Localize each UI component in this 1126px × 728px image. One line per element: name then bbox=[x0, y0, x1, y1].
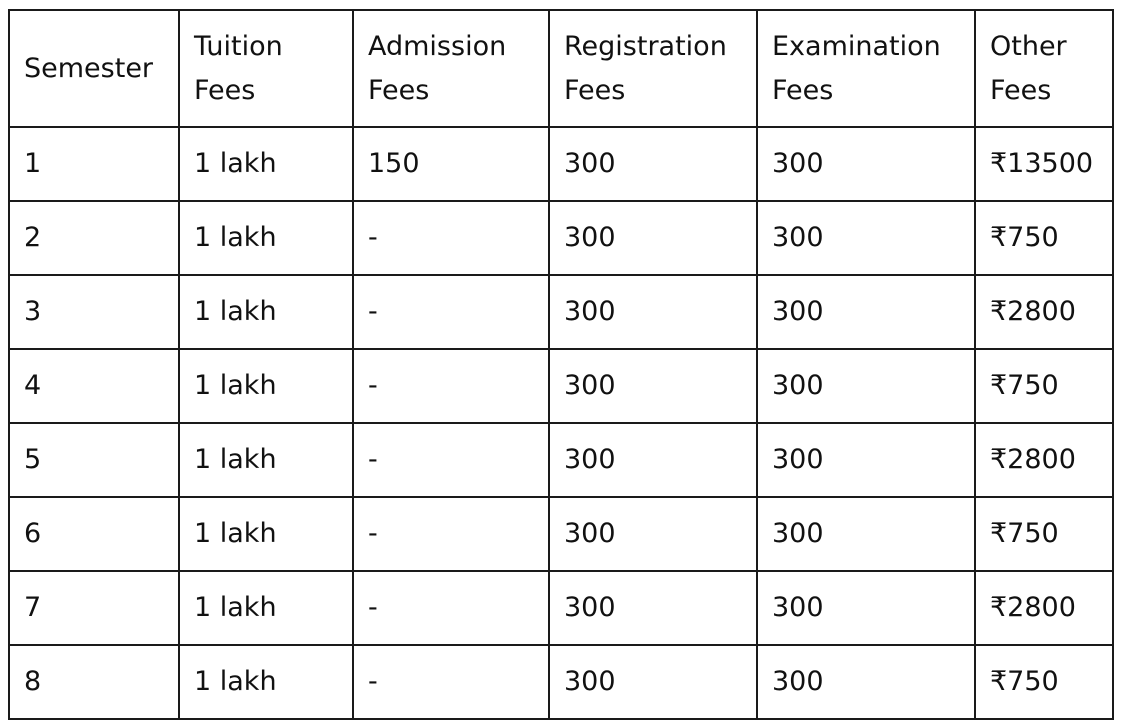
cell-registration-fees: 300 bbox=[549, 645, 757, 719]
table-row bbox=[9, 571, 1113, 645]
cell-examination-fees: 300 bbox=[757, 127, 975, 201]
cell-other-fees: ₹2800 bbox=[975, 275, 1113, 349]
header-tuition-line1: Tuition bbox=[194, 30, 283, 62]
table-row bbox=[9, 275, 1113, 349]
header-other-line2: Fees bbox=[990, 74, 1052, 106]
table-body bbox=[9, 127, 1113, 719]
header-other-fees bbox=[975, 10, 1113, 127]
cell-admission-fees: - bbox=[353, 571, 549, 645]
cell-semester: 7 bbox=[9, 571, 179, 645]
cell-tuition-fees: 1 lakh bbox=[179, 571, 353, 645]
header-admission-line1: Admission bbox=[368, 30, 507, 62]
table-row bbox=[9, 349, 1113, 423]
cell-examination-fees: 300 bbox=[757, 349, 975, 423]
cell-other-fees: ₹750 bbox=[975, 201, 1113, 275]
cell-admission-fees: - bbox=[353, 497, 549, 571]
header-admission-fees bbox=[353, 10, 549, 127]
cell-tuition-fees: 1 lakh bbox=[179, 349, 353, 423]
cell-registration-fees: 300 bbox=[549, 349, 757, 423]
cell-tuition-fees: 1 lakh bbox=[179, 127, 353, 201]
header-registration-line2: Fees bbox=[564, 74, 626, 106]
cell-examination-fees: 300 bbox=[757, 201, 975, 275]
cell-examination-fees: 300 bbox=[757, 497, 975, 571]
header-examination-line1: Examination bbox=[772, 30, 941, 62]
header-admission-line2: Fees bbox=[368, 74, 430, 106]
cell-examination-fees: 300 bbox=[757, 571, 975, 645]
cell-registration-fees: 300 bbox=[549, 127, 757, 201]
cell-other-fees: ₹750 bbox=[975, 645, 1113, 719]
cell-registration-fees: 300 bbox=[549, 497, 757, 571]
cell-semester: 2 bbox=[9, 201, 179, 275]
header-tuition-fees bbox=[179, 10, 353, 127]
cell-admission-fees: - bbox=[353, 275, 549, 349]
header-row bbox=[9, 10, 1113, 127]
cell-admission-fees: - bbox=[353, 423, 549, 497]
cell-tuition-fees: 1 lakh bbox=[179, 497, 353, 571]
table-row bbox=[9, 423, 1113, 497]
cell-registration-fees: 300 bbox=[549, 201, 757, 275]
header-tuition-line2: Fees bbox=[194, 74, 256, 106]
table-row bbox=[9, 645, 1113, 719]
cell-semester: 6 bbox=[9, 497, 179, 571]
cell-registration-fees: 300 bbox=[549, 423, 757, 497]
cell-examination-fees: 300 bbox=[757, 645, 975, 719]
cell-semester: 4 bbox=[9, 349, 179, 423]
cell-tuition-fees: 1 lakh bbox=[179, 275, 353, 349]
header-semester-label: Semester bbox=[24, 52, 154, 84]
cell-tuition-fees: 1 lakh bbox=[179, 645, 353, 719]
cell-other-fees: ₹750 bbox=[975, 349, 1113, 423]
cell-examination-fees: 300 bbox=[757, 275, 975, 349]
cell-other-fees: ₹750 bbox=[975, 497, 1113, 571]
cell-tuition-fees: 1 lakh bbox=[179, 423, 353, 497]
header-examination-fees bbox=[757, 10, 975, 127]
cell-admission-fees: - bbox=[353, 349, 549, 423]
cell-semester: 1 bbox=[9, 127, 179, 201]
header-semester bbox=[9, 10, 179, 127]
cell-admission-fees: - bbox=[353, 201, 549, 275]
fee-structure-table bbox=[8, 9, 1114, 720]
cell-other-fees: ₹2800 bbox=[975, 423, 1113, 497]
cell-admission-fees: - bbox=[353, 645, 549, 719]
cell-tuition-fees: 1 lakh bbox=[179, 201, 353, 275]
table-row bbox=[9, 497, 1113, 571]
header-registration-line1: Registration bbox=[564, 30, 727, 62]
cell-registration-fees: 300 bbox=[549, 275, 757, 349]
cell-examination-fees: 300 bbox=[757, 423, 975, 497]
table-row bbox=[9, 201, 1113, 275]
header-registration-fees bbox=[549, 10, 757, 127]
header-examination-line2: Fees bbox=[772, 74, 834, 106]
cell-semester: 5 bbox=[9, 423, 179, 497]
header-other-line1: Other bbox=[990, 30, 1067, 62]
cell-admission-fees: 150 bbox=[353, 127, 549, 201]
table-header bbox=[9, 10, 1113, 127]
cell-semester: 3 bbox=[9, 275, 179, 349]
cell-other-fees: ₹2800 bbox=[975, 571, 1113, 645]
cell-registration-fees: 300 bbox=[549, 571, 757, 645]
cell-semester: 8 bbox=[9, 645, 179, 719]
table-row bbox=[9, 127, 1113, 201]
cell-other-fees: ₹13500 bbox=[975, 127, 1113, 201]
